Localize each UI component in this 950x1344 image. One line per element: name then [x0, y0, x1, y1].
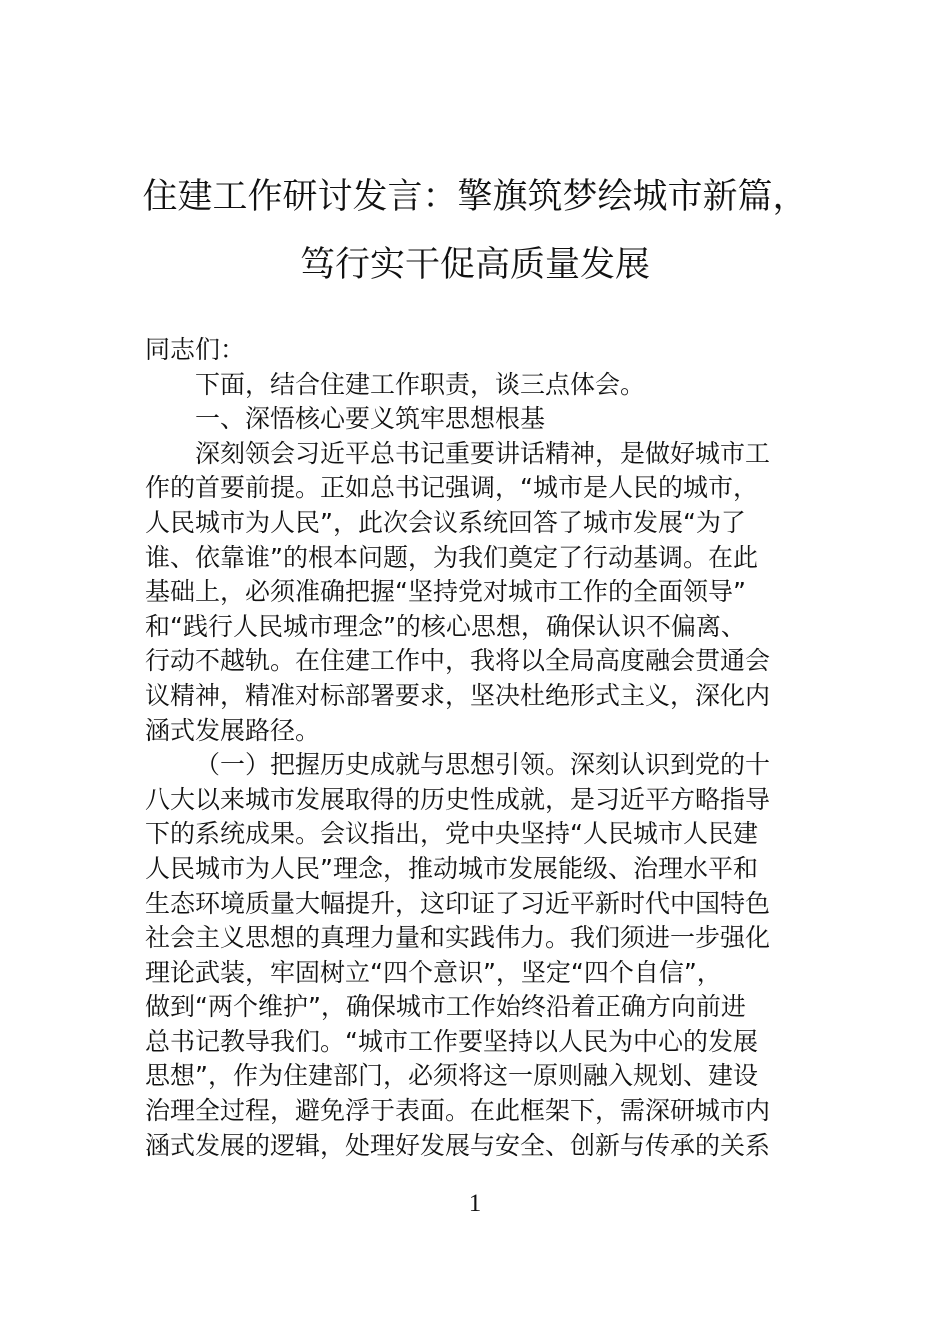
salutation: 同志们：: [145, 335, 246, 364]
paragraph-line: 社会主义思想的真理力量和实践伟力。我们须进一步强化: [145, 923, 771, 953]
document-body: [145, 333, 807, 1163]
paragraph-line: 涵式发展的逻辑，处理好发展与安全、创新与传承的关系: [145, 1130, 771, 1160]
paragraph-line: 涵式发展路径。: [145, 715, 321, 745]
paragraph-line: 八大以来城市发展取得的历史性成就，是习近平方略指导: [145, 784, 771, 814]
paragraph-line: 人民城市为人民”理念，推动城市发展能级、治理水平和: [145, 853, 758, 883]
paragraph-line: 下的系统成果。会议指出，党中央坚持“人民城市人民建: [145, 819, 758, 849]
paragraph-line: 人民城市为人民”，此次会议系统回答了城市发展“为了: [145, 507, 746, 537]
paragraph-line: 行动不越轨。在住建工作中，我将以全局高度融会贯通会: [145, 646, 771, 676]
paragraph-line: 治理全过程，避免浮于表面。在此框架下，需深研城市内: [145, 1096, 771, 1126]
paragraph-line: 议精神，精准对标部署要求，坚决杜绝形式主义，深化内: [145, 680, 771, 710]
page-number: 1: [468, 1190, 482, 1217]
paragraph-line: 理论武装，牢固树立“四个意识”，坚定“四个自信”，: [145, 957, 722, 987]
paragraph-line: 深刻领会习近平总书记重要讲话精神，是做好城市工: [195, 438, 771, 468]
section-heading-1: 一、深悟核心要义筑牢思想根基: [195, 404, 546, 434]
paragraph-line: 作的首要前提。正如总书记强调，“城市是人民的城市，: [145, 473, 758, 503]
intro-paragraph: 下面，结合住建工作职责，谈三点体会。: [195, 369, 646, 399]
paragraph-line: 和“践行人民城市理念”的核心思想，确保认识不偏离、: [145, 611, 746, 641]
subsection-paragraph-line: （一）把握历史成就与思想引领。深刻认识到党的十: [195, 750, 771, 780]
paragraph-line: 生态环境质量大幅提升，这印证了习近平新时代中国特色: [145, 888, 771, 918]
paragraph-line: 思想”，作为住建部门，必须将这一原则融入规划、建设: [145, 1061, 758, 1091]
paragraph-line: 做到“两个维护”，确保城市工作始终沿着正确方向前进: [145, 992, 746, 1022]
paragraph-line: 总书记教导我们。“城市工作要坚持以人民为中心的发展: [145, 1026, 758, 1056]
document-title-line-2: 笃行实干促高质量发展: [299, 245, 650, 285]
paragraph-line: 基础上，必须准确把握“坚持党对城市工作的全面领导”: [145, 577, 746, 607]
paragraph-line: 谁、依靠谁”的根本问题，为我们奠定了行动基调。在此: [145, 542, 758, 572]
document-title-line-1: 住建工作研讨发言：擎旗筑梦绘城市新篇，: [142, 177, 808, 217]
